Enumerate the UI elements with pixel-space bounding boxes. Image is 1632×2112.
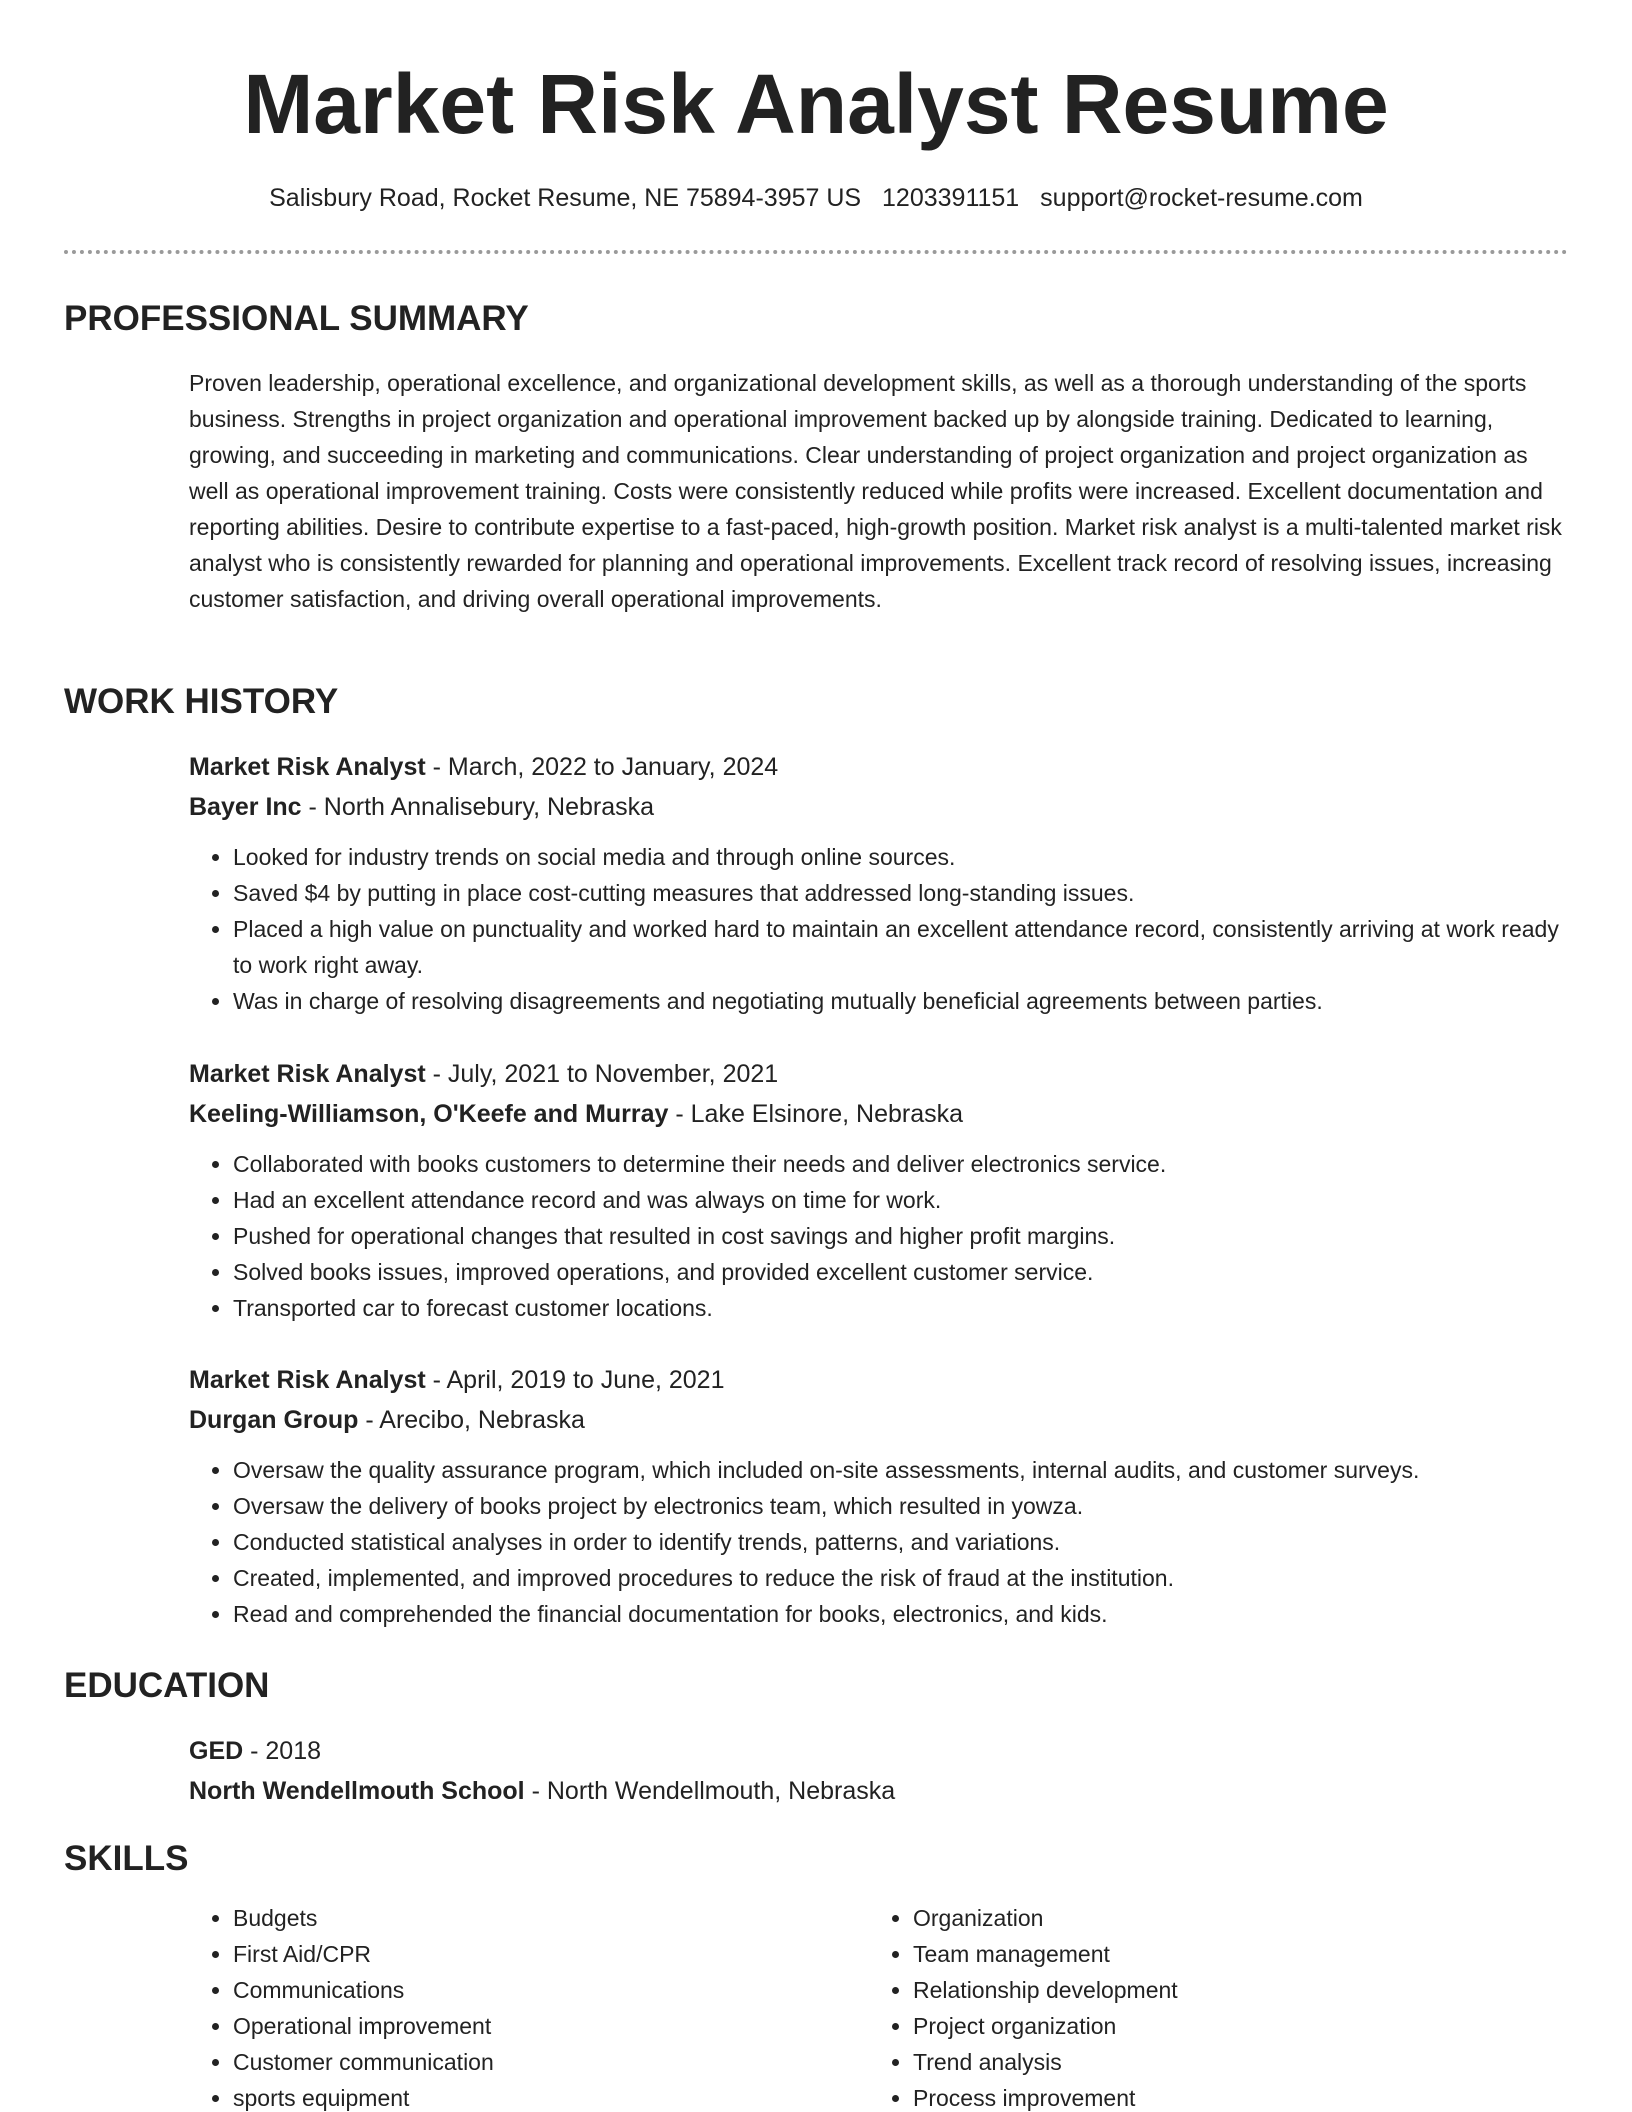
job-bullet: • Read and comprehended the financial documentation for books, electronics, and kids. (233, 1596, 1569, 1632)
job-company: Durgan Group (189, 1406, 359, 1434)
job-title: Market Risk Analyst (189, 753, 426, 781)
job-dates: - March, 2022 to January, 2024 (425, 753, 779, 781)
job-location: - Arecibo, Nebraska (358, 1406, 585, 1434)
job-title-line (189, 1054, 1569, 1094)
job-bullet: • Looked for industry trends on social media and through online sources. (233, 839, 1569, 875)
header-divider (64, 250, 1568, 254)
skill-item: • Organization (913, 1900, 1569, 1936)
resume-title: Market Risk Analyst Resume (243, 57, 1389, 151)
job-company: Keeling-Williamson, O'Keefe and Murray (189, 1100, 669, 1128)
job-bullet: • Conducted statistical analyses in order to identify trends, patterns, and variations. (233, 1524, 1569, 1560)
education-school-line (189, 1771, 1569, 1811)
job-dates: - April, 2019 to June, 2021 (425, 1366, 725, 1394)
contact-email: support@rocket-resume.com (1040, 184, 1363, 212)
skills-heading: SKILLS (64, 1839, 189, 1878)
skill-item: • sports equipment (233, 2080, 853, 2112)
job-bullet: • Solved books issues, improved operations, and provided excellent customer service. (233, 1254, 1569, 1290)
job-bullets (189, 839, 1569, 1019)
contact-line (0, 182, 1632, 214)
skill-item: • Communications (233, 1972, 853, 2008)
summary-text: Proven leadership, operational excellence, and organizational development skills, as well as a thorough understanding of the sports business. Strengths in project organization and operational improvement backed up by alongside training. Dedicated to learning, growing, and succeeding in marketing and communications. Clear understanding of project organization and project organization as well as operational improvement training. Costs were consistently reduced while profits were increased. Excellent documentation and reporting abilities. Desire to contribute expertise to a fast-paced, high-growth position. Market risk analyst is a multi-talented market risk analyst who is consistently rewarded for planning and operational improvements. Excellent track record of resolving issues, increasing customer satisfaction, and driving overall operational improvements. (189, 370, 1562, 612)
education-degree: GED (189, 1737, 244, 1765)
education-school: North Wendellmouth School (189, 1777, 525, 1805)
skills-column-right (869, 1900, 1569, 2112)
job-title: Market Risk Analyst (189, 1366, 426, 1394)
education-location: - North Wendellmouth, Nebraska (524, 1777, 896, 1805)
job-bullets (189, 1452, 1569, 1632)
skill-item: • Project organization (913, 2008, 1569, 2044)
job-location: - North Annalisebury, Nebraska (301, 793, 655, 821)
skill-item: • Trend analysis (913, 2044, 1569, 2080)
job-bullet: • Was in charge of resolving disagreements and negotiating mutually beneficial agreements between parties. (233, 983, 1569, 1019)
skill-item: • First Aid/CPR (233, 1936, 853, 1972)
education-degree-line (189, 1731, 1569, 1771)
job-location: - Lake Elsinore, Nebraska (668, 1100, 964, 1128)
job-entry (189, 747, 1569, 1019)
skill-item: • Operational improvement (233, 2008, 853, 2044)
job-bullets (189, 1146, 1569, 1326)
skill-item: • Relationship development (913, 1972, 1569, 2008)
job-bullet: • Created, implemented, and improved procedures to reduce the risk of fraud at the institution. (233, 1560, 1569, 1596)
skills-list (189, 1900, 1569, 2112)
skill-item: • Customer communication (233, 2044, 853, 2080)
job-title-line (189, 1360, 1569, 1400)
skill-item: • Process improvement (913, 2080, 1569, 2112)
job-bullet: • Pushed for operational changes that resulted in cost savings and higher profit margins. (233, 1218, 1569, 1254)
job-bullet: • Placed a high value on punctuality and worked hard to maintain an excellent attendance record, consistently arriving at work ready to work right away. (233, 911, 1569, 983)
contact-address: Salisbury Road, Rocket Resume, NE 75894-3957 US (269, 184, 862, 212)
job-entry (189, 1054, 1569, 1326)
skill-item: • Team management (913, 1936, 1569, 1972)
skills-column-left (189, 1900, 853, 2112)
education-year: - 2018 (243, 1737, 322, 1765)
work-history-heading: WORK HISTORY (64, 682, 339, 721)
education-entry (189, 1731, 1569, 1811)
job-entry (189, 1360, 1569, 1632)
job-bullet: • Transported car to forecast customer locations. (233, 1290, 1569, 1326)
job-bullet: • Had an excellent attendance record and was always on time for work. (233, 1182, 1569, 1218)
contact-phone: 1203391151 (882, 184, 1020, 212)
job-bullet: • Oversaw the delivery of books project by electronics team, which resulted in yowza. (233, 1488, 1569, 1524)
job-company-line (189, 787, 1569, 827)
job-company: Bayer Inc (189, 793, 302, 821)
job-bullet: • Oversaw the quality assurance program, which included on-site assessments, internal audits, and customer surveys. (233, 1452, 1569, 1488)
job-bullet: • Collaborated with books customers to determine their needs and deliver electronics service. (233, 1146, 1569, 1182)
job-title-line (189, 747, 1569, 787)
job-title: Market Risk Analyst (189, 1060, 426, 1088)
education-heading: EDUCATION (64, 1666, 270, 1705)
job-bullet: • Saved $4 by putting in place cost-cutting measures that addressed long-standing issues. (233, 875, 1569, 911)
job-company-line (189, 1094, 1569, 1134)
summary-heading: PROFESSIONAL SUMMARY (64, 299, 529, 338)
job-dates: - July, 2021 to November, 2021 (425, 1060, 779, 1088)
skill-item: • Budgets (233, 1900, 853, 1936)
job-company-line (189, 1400, 1569, 1440)
